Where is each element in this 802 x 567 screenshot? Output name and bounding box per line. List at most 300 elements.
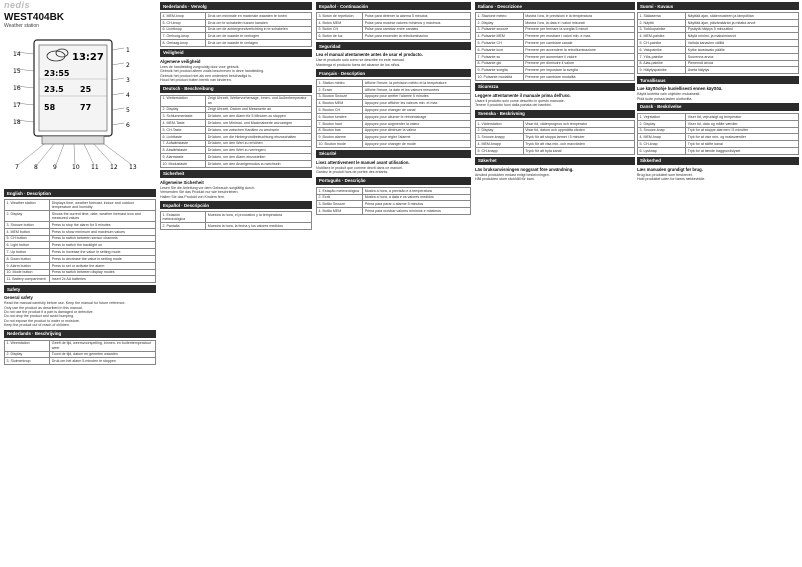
part-description: Drücken, um den Wert zu erhöhen <box>206 140 312 147</box>
table-row <box>317 107 471 114</box>
part-description: Druk om de achtergrondverlichting in te schakelen <box>206 26 312 33</box>
body-text: Gebruik het product niet als een onderdeel beschadigd is. <box>160 73 252 78</box>
part-description: Press to set or activate the alarm <box>50 262 156 269</box>
subheading: Læs manualen grundigt før brug. <box>637 166 703 172</box>
body-text: N'utilisez le produit que comme décrit dans ce manuel. <box>316 165 403 170</box>
part-description: Toont de tijd, datum en gemeten waarden <box>50 351 156 358</box>
part-name: 4. MEM-knop <box>161 13 206 20</box>
table-row <box>317 13 471 20</box>
part-description: Mostra l'ora, la data e i valori misurati <box>523 19 634 26</box>
table-row <box>161 13 312 20</box>
table-row <box>161 113 312 120</box>
body-text: Använd produkten endast enligt beskrivningen. <box>475 172 550 177</box>
callout-line <box>74 144 75 165</box>
part-description: Appuyez pour arrêter l'alarme 5 minutes <box>363 93 471 100</box>
section-heading: Português · Descrição <box>316 177 471 185</box>
part-description: Affiche l'heure, la prévision météo et la température <box>363 80 471 87</box>
table-row <box>638 147 799 154</box>
table-row <box>476 60 635 67</box>
part-name: 4. MEM button <box>5 228 50 235</box>
section-heading: Español · Descripción <box>160 201 312 209</box>
part-name: 8. Pulsante giù <box>476 60 524 67</box>
table-row <box>638 33 799 40</box>
callout-line <box>18 144 44 165</box>
part-description: Muestra la hora, el pronóstico y la temperatura <box>206 212 312 223</box>
body-text: Houd het product buiten bereik van kinderen. <box>160 78 232 83</box>
part-description: Press to stop the alarm for 5 minutes <box>50 222 156 229</box>
body-text: Lees de handleiding zorgvuldig door voor gebruik. <box>160 64 240 69</box>
callout-number: 2 <box>126 62 130 69</box>
section-heading: Turvallisuus <box>637 76 799 84</box>
part-description: Press to increase the value in setting mode <box>50 249 156 256</box>
table-row <box>476 127 635 134</box>
part-name: 1. Estação meteorológica <box>317 187 363 194</box>
part-name: 5. Bouton CH <box>317 107 363 114</box>
part-description: Premere per mostrare i valori min. e max. <box>523 33 634 40</box>
table-row <box>317 33 471 40</box>
section-heading: Sicurezza <box>475 83 635 91</box>
description-table <box>637 113 799 155</box>
part-description: Press to decrease the value in setting mode <box>50 255 156 262</box>
table-row <box>161 120 312 127</box>
callout-number: 10 <box>72 164 80 171</box>
product-name: Weather station <box>4 23 39 29</box>
part-description: Drücken, um zwischen Kanälen zu wechseln <box>206 127 312 134</box>
table-row <box>638 127 799 134</box>
callout-line <box>104 144 132 165</box>
screen-indoor-humidity: 25 <box>80 85 92 94</box>
table-row <box>161 127 312 134</box>
table-row <box>638 134 799 141</box>
table-row <box>317 80 471 87</box>
part-description: Viser tid, dato og målte værdier <box>686 120 799 127</box>
description-table <box>4 199 156 283</box>
part-name: 5. CH-knop <box>161 19 206 26</box>
part-name: 2. Display <box>638 120 686 127</box>
part-description: Drücken, um die Hintergrundbeleuchtung einzuschalten <box>206 133 312 140</box>
part-description: Mostra a hora, a data e os valores medidos <box>363 194 471 201</box>
table-row <box>638 13 799 20</box>
table-row <box>161 133 312 140</box>
callout-line <box>94 144 113 165</box>
part-name: 11. Battery compartment <box>5 276 50 283</box>
part-description: Druk om te schakelen tussen kanalen <box>206 19 312 26</box>
section-heading: Safety <box>4 285 156 293</box>
callout-number: 6 <box>126 122 130 129</box>
part-name: 3. Bouton Snooze <box>317 93 363 100</box>
table-row <box>317 208 471 215</box>
callout-number: 5 <box>126 107 130 114</box>
part-description: Premere per accendere la retroilluminazione <box>523 46 634 53</box>
model-number: WEST404BK <box>4 12 65 23</box>
part-description: Tryk for at vise min- og maksværdier <box>686 134 799 141</box>
table-row <box>638 141 799 148</box>
table-row <box>476 74 635 81</box>
table-row <box>5 269 156 276</box>
part-name: 7. Ylös-painike <box>638 53 686 60</box>
part-description: Druk om minimale en maximale waarden te tonen <box>206 13 312 20</box>
body-text: Keep the product out of reach of children. <box>4 323 70 328</box>
part-description: Tryk for at tænde baggrundslyset <box>686 147 799 154</box>
part-name: 5. Pulsante CH <box>476 40 524 47</box>
table-row <box>161 147 312 154</box>
callout-number: 13 <box>129 164 137 171</box>
part-name: 4. MEM-painike <box>638 33 686 40</box>
part-name: 4. Bouton MEM <box>317 100 363 107</box>
description-table <box>4 340 156 366</box>
table-row <box>476 67 635 74</box>
part-description: Appuyez pour augmenter la valeur <box>363 120 471 127</box>
section-heading: Sicherheit <box>160 170 312 178</box>
subheading: Lea el manual atentamente antes de usar el producto. <box>316 52 423 58</box>
part-name: 7. Aufwärtstaste <box>161 140 206 147</box>
part-name: 9. Alarmtaste <box>161 154 206 161</box>
table-row <box>5 200 156 211</box>
callout-number: 3 <box>126 77 130 84</box>
callout-line <box>112 123 124 125</box>
description-table <box>316 79 471 148</box>
part-name: 3. Snooze-knap <box>638 127 686 134</box>
part-name: 6. Pulsante luce <box>476 46 524 53</box>
screen-outdoor-humidity: 77 <box>80 103 92 112</box>
callout-line <box>112 63 124 65</box>
table-row <box>638 113 799 120</box>
table-row <box>476 33 635 40</box>
part-name: 2. Ecrã <box>317 194 363 201</box>
part-description: Premere per diminuire il valore <box>523 60 634 67</box>
part-description: Tryck för att byta kanal <box>523 147 634 154</box>
section-heading: Sécurité <box>316 150 471 158</box>
part-description: Affiche l'heure, la date et les valeurs mesurées <box>363 86 471 93</box>
part-description: Mostra l'ora, le previsioni e la temperatura <box>523 13 634 20</box>
description-table <box>160 12 312 47</box>
part-name: 4. Pulsante MEM <box>476 33 524 40</box>
subheading: Leggere attentamente il manuale prima dell'uso. <box>475 92 571 98</box>
screen-indoor-temp: 23.5 <box>44 85 64 94</box>
part-name: 1. Wetterstation <box>161 95 206 106</box>
body-text: Halten Sie das Produkt von Kindern fern. <box>160 194 226 199</box>
part-description: Drücken, um den Wert zu verringern <box>206 147 312 154</box>
table-row <box>476 40 635 47</box>
subheading: Algemene veiligheid <box>160 58 201 64</box>
body-text: Read the manual carefully before use. Keep the manual for future reference. <box>4 301 126 306</box>
table-row <box>317 120 471 127</box>
part-description: Näyttää ajan, päivämäärän ja mitatut arvot <box>686 19 799 26</box>
callout-line <box>56 144 64 165</box>
table-row <box>317 93 471 100</box>
part-description: Drücken, um den Alarm einzustellen <box>206 154 312 161</box>
body-text: Håll produkten utom räckhåll för barn. <box>475 177 535 182</box>
table-row <box>638 40 799 47</box>
body-text: Tenere il prodotto fuori dalla portata dei bambini. <box>475 103 552 108</box>
part-description: Pulse para encender la retroiluminación <box>363 33 471 40</box>
table-row <box>317 187 471 194</box>
part-name: 9. Pulsante sveglia <box>476 67 524 74</box>
subheading: Lue käyttöohje huolellisesti ennen käyttöä. <box>637 86 723 92</box>
part-name: 5. CH-knap <box>638 141 686 148</box>
table-row <box>161 212 312 223</box>
screen-date: 23:55 <box>44 69 70 78</box>
table-row <box>638 67 799 74</box>
body-text: Mantenga el producto fuera del alcance de los niños. <box>316 62 401 67</box>
table-row <box>317 100 471 107</box>
part-description: Tryck för att stoppa larmet i 5 minuter <box>523 134 634 141</box>
part-name: 1. Väderstation <box>476 120 524 127</box>
part-name: 10. Modustaste <box>161 160 206 167</box>
table-row <box>638 120 799 127</box>
table-row <box>161 140 312 147</box>
screen-outdoor-temp: 58 <box>44 103 56 112</box>
body-text: Use el producto solo como se describe en este manual. <box>316 58 405 63</box>
device-stand <box>42 136 104 144</box>
section-heading: Suomi · Kuvaus <box>637 2 799 10</box>
section-heading: Español · Continuación <box>316 2 471 10</box>
table-row <box>5 276 156 283</box>
part-name: 5. CH-painike <box>638 40 686 47</box>
body-text: Hold produktet uden for børns rækkevidde. <box>637 177 706 182</box>
table-row <box>5 358 156 365</box>
part-description: Druk om de waarde te verlagen <box>206 40 312 47</box>
part-name: 6. Valopainike <box>638 46 686 53</box>
part-name: 7. Omhoog-knop <box>161 33 206 40</box>
section-heading: Français · Description <box>316 69 471 77</box>
part-description: Premere per aumentare il valore <box>523 53 634 60</box>
subheading: General safety <box>4 295 33 301</box>
table-row <box>476 147 635 154</box>
part-name: 9. Hälytyspainike <box>638 67 686 74</box>
table-row <box>317 134 471 141</box>
body-text: Verwenden Sie das Produkt nur wie beschrieben. <box>160 190 239 195</box>
section-heading: Sikkerhed <box>637 157 799 165</box>
part-name: 6. Botón de luz <box>317 33 363 40</box>
part-name: 3. Schlummertaste <box>161 113 206 120</box>
part-description: Aseta hälytys <box>686 67 799 74</box>
subheading: Läs bruksanvisningen noggrant före användning. <box>475 166 574 172</box>
section-heading: English · Description <box>4 189 156 197</box>
part-name: 3. Botão Snooze <box>317 201 363 208</box>
part-description: Premere per cambiare modalità <box>523 74 634 81</box>
part-name: 2. Pantalla <box>161 223 206 230</box>
part-name: 4. MEM-knapp <box>476 141 524 148</box>
table-row <box>476 53 635 60</box>
body-text: Lesen Sie die Anleitung vor dem Gebrauch sorgfältig durch. <box>160 185 255 190</box>
part-name: 1. Station météo <box>317 80 363 87</box>
description-table <box>316 12 471 40</box>
callout-number: 18 <box>13 119 21 126</box>
part-name: 9. Alarm button <box>5 262 50 269</box>
part-description: Tryk for at skifte kanal <box>686 141 799 148</box>
part-name: 7. Up button <box>5 249 50 256</box>
part-description: Zeigt Uhrzeit, Datum und Messwerte an <box>206 106 312 113</box>
callout-line <box>37 144 54 165</box>
part-name: 1. Weather station <box>5 200 50 211</box>
column-3 <box>316 0 471 567</box>
part-name: 1. Stazione meteo <box>476 13 524 20</box>
part-name: 1. Estación meteorológica <box>161 212 206 223</box>
part-name: 8. Bouton bas <box>317 127 363 134</box>
body-text: Pidä tuote poissa lasten ulottuvilta. <box>637 96 693 101</box>
subheading: Allgemeine Sicherheit <box>160 179 204 185</box>
part-name: 6. Bouton lumière <box>317 113 363 120</box>
part-name: 9. Bouton alarme <box>317 134 363 141</box>
callout-number: 17 <box>13 102 21 109</box>
part-description: Geeft de tijd, weersvoorspelling, binnen- en buitentemperatuur weer <box>50 340 156 351</box>
part-name: 10. Bouton mode <box>317 141 363 148</box>
part-description: Visar tid, datum och uppmätta värden <box>523 127 634 134</box>
part-name: 8. Down button <box>5 255 50 262</box>
table-row <box>638 46 799 53</box>
table-row <box>161 223 312 230</box>
part-description: Suurenna arvoa <box>686 53 799 60</box>
part-name: 5. CH button <box>5 235 50 242</box>
section-heading: Italiano · Descrizione <box>475 2 635 10</box>
part-description: Appuyez pour diminuer la valeur <box>363 127 471 134</box>
part-name: 2. Display <box>5 211 50 222</box>
part-description: Appuyez pour allumer le rétroéclairage <box>363 113 471 120</box>
body-text: Do not use the product if a part is damaged or defective. <box>4 309 94 314</box>
callout-number: 15 <box>13 68 21 75</box>
table-row <box>161 40 312 47</box>
table-row <box>161 106 312 113</box>
callout-line <box>84 144 94 165</box>
callout-line <box>112 93 124 95</box>
part-description: Appuyez pour changer de canal <box>363 107 471 114</box>
table-row <box>317 194 471 201</box>
body-text: Usare il prodotto solo come descritto in questo manuale. <box>475 98 565 103</box>
part-description: Prima para mostrar valores mínimos e máximos <box>363 208 471 215</box>
part-name: 4. Botão MEM <box>317 208 363 215</box>
table-row <box>638 19 799 26</box>
part-description: Appuyez pour régler l'alarme <box>363 134 471 141</box>
part-name: 4. MEM-knap <box>638 134 686 141</box>
table-row <box>5 222 156 229</box>
table-row <box>476 13 635 20</box>
description-table <box>160 95 312 168</box>
part-name: 4. MEM-Taste <box>161 120 206 127</box>
column-2 <box>160 0 312 567</box>
part-name: 10. Pulsante modalità <box>476 74 524 81</box>
part-description: Pysäytä hälytys 5 minuutiksi <box>686 26 799 33</box>
table-row <box>5 262 156 269</box>
part-name: 10. Mode button <box>5 269 50 276</box>
section-heading: Veiligheid <box>160 49 312 57</box>
section-heading: Deutsch · Beschreibung <box>160 85 312 93</box>
part-description: Näyttää ajan, sääennusteen ja lämpötilan <box>686 13 799 20</box>
part-description: Drücken, um den Alarm für 5 Minuten zu stoppen <box>206 113 312 120</box>
body-text: Brug kun produktet som beskrevet. <box>637 172 693 177</box>
brand-logo: nedis <box>4 0 31 10</box>
subheading: Lisez attentivement le manuel avant utilisation. <box>316 159 410 165</box>
part-name: 3. Torkkupainike <box>638 26 686 33</box>
table-row <box>317 86 471 93</box>
part-description: Pulse para cambiar entre canales <box>363 26 471 33</box>
part-description: Vaihda kanavien välillä <box>686 40 799 47</box>
table-row <box>161 19 312 26</box>
part-description: Displays time, weather forecast, indoor and outdoor temperature and humidity <box>50 200 156 211</box>
part-name: 5. CH-Taste <box>161 127 206 134</box>
weather-station-illustration <box>4 32 154 182</box>
section-heading: Seguridad <box>316 42 471 50</box>
description-table <box>637 12 799 74</box>
body-text: Do not drop the product and avoid bumping. <box>4 314 75 319</box>
part-description: Näytä minimi- ja maksimiarvot <box>686 33 799 40</box>
body-text: Gebruik het product alleen zoals beschreven in deze handleiding. <box>160 69 265 74</box>
part-description: Pulse para mostrar valores mínimos y máximos <box>363 19 471 26</box>
section-heading: Dansk · Beskrivelse <box>637 103 799 111</box>
part-name: 4. Botón MEM <box>317 19 363 26</box>
part-name: 6. Lichtknop <box>161 26 206 33</box>
part-name: 2. Display <box>476 127 524 134</box>
table-row <box>5 249 156 256</box>
part-description: Tryk for at stoppe alarmen i 5 minutter <box>686 127 799 134</box>
callout-number: 16 <box>13 85 21 92</box>
part-name: 2. Écran <box>317 86 363 93</box>
table-row <box>5 340 156 351</box>
part-name: 5. Botón CH <box>317 26 363 33</box>
part-description: Pienennä arvoa <box>686 60 799 67</box>
part-description: Press to switch the backlight on <box>50 242 156 249</box>
part-name: 3. Snooze button <box>5 222 50 229</box>
screen-time: 13:27 <box>72 52 104 63</box>
table-row <box>476 46 635 53</box>
column-4 <box>475 0 635 567</box>
callout-number: 1 <box>126 47 130 54</box>
table-row <box>317 113 471 120</box>
part-description: Appuyez pour changer de mode <box>363 141 471 148</box>
body-text: Do not expose the product to water or moisture. <box>4 318 80 323</box>
part-name: 3. Pulsante snooze <box>476 26 524 33</box>
callout-number: 7 <box>15 164 19 171</box>
part-name: 8. Omlaag-knop <box>161 40 206 47</box>
part-description: Pulse para detener la alarma 5 minutos <box>363 13 471 20</box>
callout-number: 12 <box>110 164 118 171</box>
part-name: 2. Display <box>476 19 524 26</box>
table-row <box>161 154 312 161</box>
table-row <box>317 141 471 148</box>
part-name: 5. CH-knapp <box>476 147 524 154</box>
body-text: Käytä tuotetta vain ohjeiden mukaisesti. <box>637 92 701 97</box>
part-description: Press to switch between sensor channels <box>50 235 156 242</box>
column-1 <box>4 0 156 567</box>
callout-line <box>112 108 124 110</box>
table-row <box>476 141 635 148</box>
table-row <box>476 26 635 33</box>
table-row <box>638 53 799 60</box>
table-row <box>161 33 312 40</box>
part-description: Premere per fermare la sveglia 5 minuti <box>523 26 634 33</box>
table-row <box>317 19 471 26</box>
callout-line <box>112 48 124 50</box>
callout-line <box>112 78 124 80</box>
part-description: Insert 2x AA batteries <box>50 276 156 283</box>
part-name: 3. Botón de repetición <box>317 13 363 20</box>
part-description: Visar tid, väderprognos och temperatur <box>523 120 634 127</box>
column-5 <box>637 0 799 567</box>
part-name: 1. Vejrstation <box>638 113 686 120</box>
part-description: Kytke taustavalo päälle <box>686 46 799 53</box>
table-row <box>476 120 635 127</box>
part-description: Mostra a hora, a previsão e a temperatura <box>363 187 471 194</box>
section-heading: Nederlands · Vervolg <box>160 2 312 10</box>
callout-number: 4 <box>126 92 130 99</box>
table-row <box>476 19 635 26</box>
table-row <box>161 160 312 167</box>
part-name: 3. Sluimerknop <box>5 358 50 365</box>
part-description: Press to switch between display modes <box>50 269 156 276</box>
part-name: 2. Display <box>5 351 50 358</box>
description-table <box>160 211 312 230</box>
body-text: Only use the product as described in this manual. <box>4 305 83 310</box>
